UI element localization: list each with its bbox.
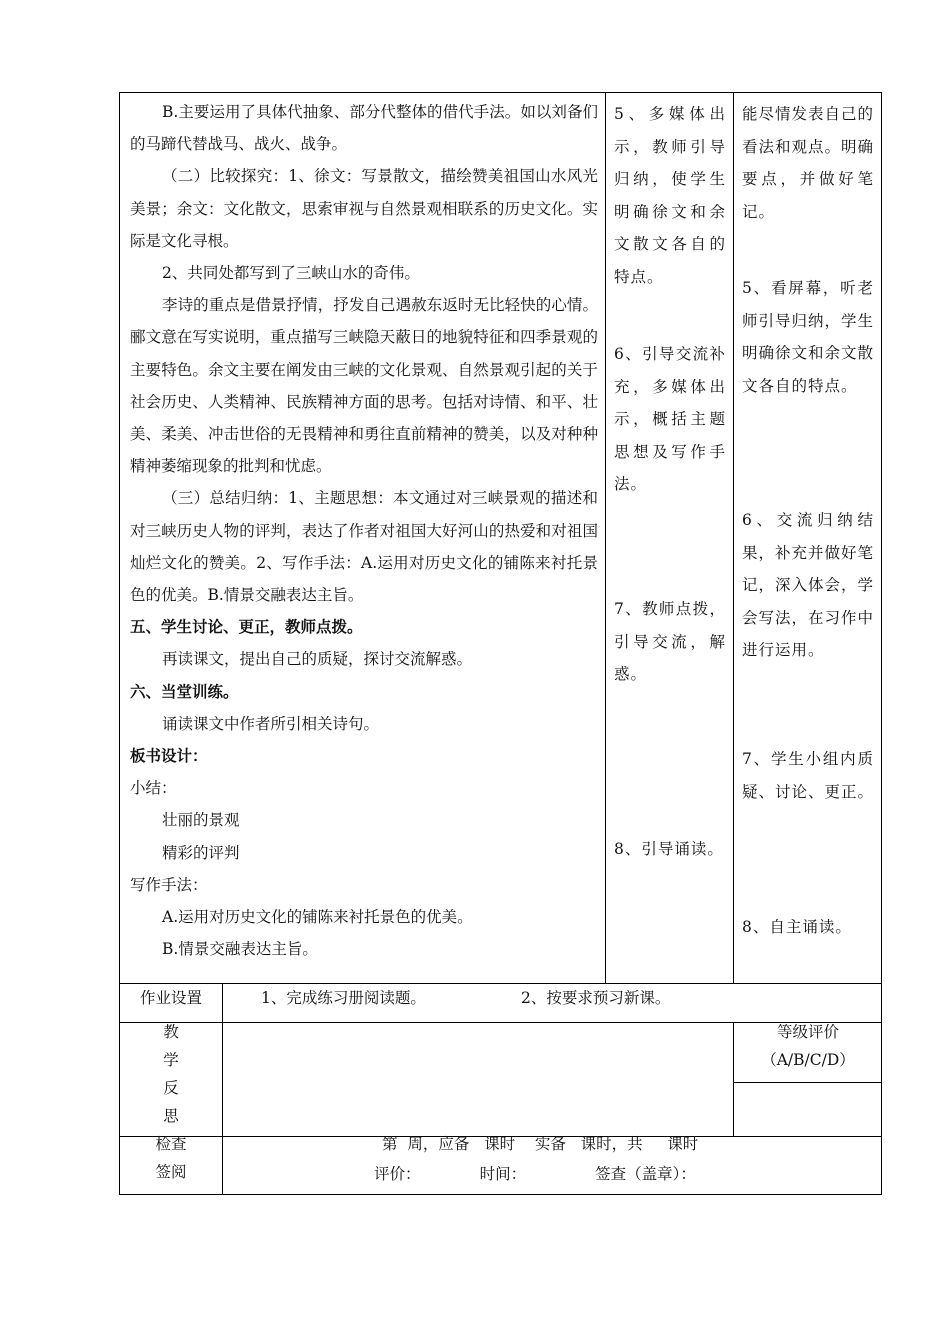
section-heading: 五、学生讨论、更正，教师点拨。: [130, 617, 363, 637]
reflection-label-char: 学: [163, 1051, 179, 1069]
paragraph: 诵读课文中作者所引相关诗句。: [162, 714, 380, 733]
row-divider-homework: [119, 983, 882, 984]
table-border-top: [119, 92, 882, 93]
inspection-label: 检查: [155, 1135, 187, 1153]
col-divider-1: [605, 92, 606, 983]
summary-item: 壮丽的景观: [162, 811, 240, 830]
section-heading: 板书设计：: [130, 746, 208, 766]
inspection-label-divider: [222, 1136, 223, 1195]
writing-method-label: 写作手法：: [130, 875, 208, 894]
writing-method-item: B.情景交融表达主旨。: [162, 940, 318, 959]
table-border-bottom: [119, 1194, 882, 1195]
grade-label: 等级评价: [776, 1023, 839, 1041]
section-heading: 六、当堂训练。: [130, 681, 239, 701]
reflection-label-char: 教: [163, 1023, 179, 1041]
inspection-line: 评价： 时间： 签查（盖章）：: [374, 1165, 696, 1183]
lesson-content: [130, 96, 598, 965]
writing-method-item: A.运用对历史文化的铺陈来衬托景色的优美。: [162, 908, 473, 927]
inspection-label: 签阅: [155, 1163, 187, 1181]
reflection-field[interactable]: [224, 1024, 732, 1135]
paragraph: （三）总结归纳：1、主题思想：本文通过对三峡景观的描述和对三峡历史人物的评判，表达了作者对祖国大好河山的热爱和对祖国灿烂文化的赞美。2、写作手法：A.运用对历史文化的铺陈来衬托景色的优美。B.情景交融表达主旨。: [130, 489, 598, 605]
col-divider-2: [733, 92, 734, 983]
paragraph: B.主要运用了具体代抽象、部分代整体的借代手法。如以刘备们的马蹄代替战马、战火、战争。: [130, 103, 598, 154]
summary-item: 精彩的评判: [162, 843, 240, 862]
homework-label: 作业设置: [139, 989, 202, 1007]
paragraph: 李诗的重点是借景抒情，抒发自己遇赦东返时无比轻快的心情。郦文意在写实说明，重点描写三峡隐天蔽日的地貌特征和四季景观的主要特色。余文主要在阐发由三峡的文化景观、自然景观引起的关于社会历史、人类精神、民族精神方面的思考。包括对诗情、和平、壮美、柔美、冲击世俗的无畏精神和勇往直前精神的赞美，以及对种种精神萎缩现象的批判和忧虑。: [130, 296, 598, 476]
student-activity-item: 能尽情发表自己的看法和观点。明确要点，并做好笔记。: [742, 105, 875, 221]
homework-item: 1、完成练习册阅读题。: [261, 989, 426, 1007]
student-activity-item: 6、交流归纳结果，补充并做好笔记，深入体会，学会写法，在习作中进行运用。: [742, 511, 875, 659]
teacher-activity-item: 7、教师点拨，引导交流，解惑。: [614, 600, 726, 683]
reflection-label-char: 反: [163, 1079, 179, 1097]
student-activity-item: 7、学生小组内质疑、讨论、更正。: [742, 750, 875, 801]
grade-field[interactable]: [735, 1084, 880, 1135]
reflection-label-divider: [222, 1022, 223, 1137]
reflection-label-char: 思: [163, 1107, 179, 1125]
paragraph: 2、共同处都写到了三峡山水的奇伟。: [162, 264, 420, 283]
inspection-line: 第 周，应备 课时 实备 课时，共 课时: [382, 1135, 699, 1153]
teacher-activity-item: 8、引导诵读。: [614, 840, 724, 858]
teacher-activity-item: 5、多媒体出示，教师引导归纳，使学生明确徐文和余文散文各自的特点。: [614, 105, 726, 286]
homework-label-divider: [222, 983, 223, 1023]
teacher-activity-item: 6、引导交流补充，多媒体出示，概括主题思想及写作手法。: [614, 345, 726, 493]
homework-item: 2、按要求预习新课。: [521, 989, 671, 1007]
student-activity-item: 5、看屏幕，听老师引导归纳，学生明确徐文和余文散文各自的特点。: [742, 279, 875, 395]
paragraph: 再读课文，提出自己的质疑，探讨交流解惑。: [162, 650, 473, 669]
summary-label: 小结：: [130, 779, 177, 798]
student-activity-item: 8、自主诵读。: [742, 918, 852, 936]
grade-divider-horizontal: [733, 1082, 882, 1083]
paragraph: （二）比较探究：1、徐文：写景散文，描绘赞美祖国山水风光美景；余文：文化散文，思索审视与自然景观相联系的历史文化。实际是文化寻根。: [130, 167, 598, 250]
grade-options: （A/B/C/D）: [761, 1051, 855, 1069]
